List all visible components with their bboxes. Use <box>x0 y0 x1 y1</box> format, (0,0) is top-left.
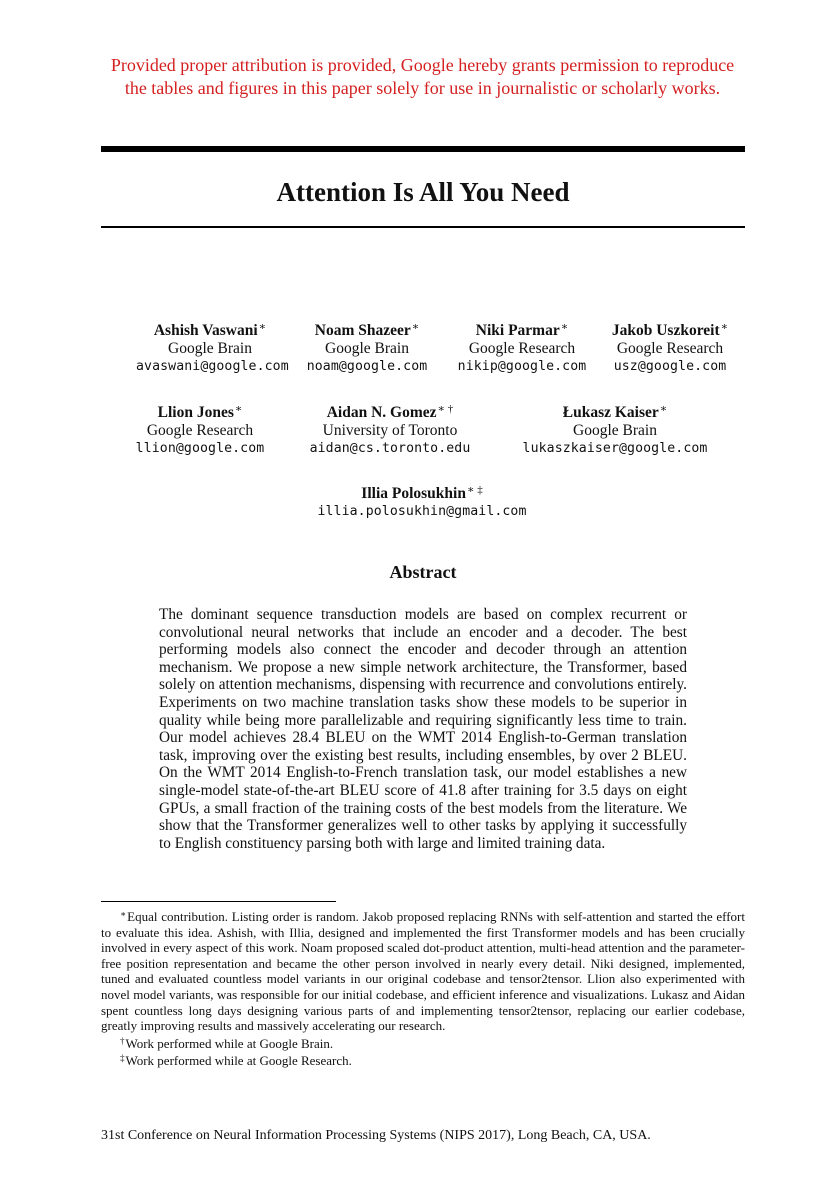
author-email: llion@google.com <box>135 441 265 456</box>
author-name: Jakob Uszkoreit∗ <box>611 321 729 339</box>
author-block <box>295 400 485 458</box>
author-affiliation: Google Research <box>146 422 254 439</box>
author-name: Łukasz Kaiser∗ <box>562 403 668 421</box>
permission-notice: Provided proper attribution is provided, Google hereby grants permission to reproduce the tables and figures in this paper solely for use in journalistic or scholarly works. <box>110 55 735 98</box>
author-mark: ∗ <box>720 321 729 333</box>
author-name: Noam Shazeer∗ <box>314 321 420 339</box>
author-mark: ∗ <box>411 321 420 333</box>
author-mark: ∗ <box>234 403 243 415</box>
footnote-mark: ‡ <box>120 1053 125 1064</box>
author-name: Niki Parmar∗ <box>475 321 569 339</box>
author-email: avaswani@google.com <box>136 359 289 374</box>
conference-line: 31st Conference on Neural Information Processing Systems (NIPS 2017), Long Beach, CA, USA. <box>101 1128 651 1143</box>
footnote-rule <box>101 901 336 902</box>
author-mark: ∗ ‡ <box>466 484 483 496</box>
footnote-mark: † <box>120 1035 125 1046</box>
paper-title: Attention Is All You Need <box>276 177 570 207</box>
author-block <box>447 318 597 376</box>
author-email: noam@google.com <box>306 359 428 374</box>
author-affiliation: Google Brain <box>168 340 252 357</box>
author-name: Illia Polosukhin∗ ‡ <box>361 484 483 502</box>
title-rule-bottom <box>101 226 745 228</box>
footnote-google-research <box>101 1051 745 1069</box>
title-rule-top <box>101 146 745 152</box>
author-affiliation: University of Toronto <box>322 422 458 439</box>
abstract-heading: Abstract <box>389 562 457 582</box>
footnote-text: Equal contribution. Listing order is random. Jakob proposed replacing RNNs with self-attention and started the effort to evaluate this idea. Ashish, with Illia, designed and implemented the first Transformer models and has been crucially involved in every aspect of this work. Noam proposed scaled dot-product attention, multi-head attention and the parameter-free position representation and became the other person involved in nearly every detail. Niki designed, implemented, tuned and evaluated countless model variants in our original codebase and tensor2tensor. Llion also experimented with novel model variants, was responsible for our initial codebase, and efficient inference and visualizations. Lukasz and Aidan spent countless long days designing various parts of and implementing tensor2tensor, replacing our earlier codebase, greatly improving results and massively accelerating our research. <box>101 909 745 1034</box>
footnote-mark: ∗ <box>120 909 127 919</box>
author-email: nikip@google.com <box>457 359 587 374</box>
author-name: Llion Jones∗ <box>157 403 243 421</box>
author-block <box>136 318 289 376</box>
footnote-google-brain <box>101 1034 745 1052</box>
author-email: lukaszkaiser@google.com <box>522 441 708 456</box>
author-name: Ashish Vaswani∗ <box>153 321 267 339</box>
abstract-body: The dominant sequence transduction models are based on complex recurrent or convolutional neural networks that include an encoder and a decoder. The best performing models also connect the encoder and decoder through an attention mechanism. We propose a new simple network architecture, the Transformer, based solely on attention mechanisms, dispensing with recurrence and convolutions entirely. Experiments on two machine translation tasks show these models to be superior in quality while being more parallelizable and requiring significantly less time to train. Our model achieves 28.4 BLEU on the WMT 2014 English-to-German translation task, improving over the existing best results, including ensembles, by over 2 BLEU. On the WMT 2014 English-to-French translation task, our model establishes a new single-model state-of-the-art BLEU score of 41.8 after training for 3.5 days on eight GPUs, a small fraction of the training costs of the best models from the literature. We show that the Transformer generalizes well to other tasks by applying it successfully to English constituency parsing both with large and limited training data. <box>159 606 687 852</box>
author-mark: ∗ <box>659 403 668 415</box>
footnote-text: Work performed while at Google Brain. <box>125 1035 334 1051</box>
author-mark: ∗ <box>258 321 267 333</box>
author-affiliation: Google Brain <box>325 340 409 357</box>
author-block <box>302 481 542 521</box>
footnotes <box>101 907 745 1069</box>
footnote-equal-contribution <box>101 907 745 1034</box>
author-email: usz@google.com <box>613 359 727 374</box>
author-block <box>510 400 720 458</box>
author-block <box>296 318 438 376</box>
author-email: aidan@cs.toronto.edu <box>309 441 471 456</box>
author-affiliation: Google Brain <box>573 422 657 439</box>
author-block <box>606 318 734 376</box>
author-mark: ∗ <box>560 321 569 333</box>
author-block <box>125 400 275 458</box>
author-affiliation: Google Research <box>468 340 576 357</box>
author-mark: ∗ † <box>437 403 454 415</box>
footnote-text: Work performed while at Google Research. <box>125 1053 352 1069</box>
author-name: Aidan N. Gomez∗ † <box>326 403 454 421</box>
author-email: illia.polosukhin@gmail.com <box>317 504 527 519</box>
author-affiliation: Google Research <box>616 340 724 357</box>
